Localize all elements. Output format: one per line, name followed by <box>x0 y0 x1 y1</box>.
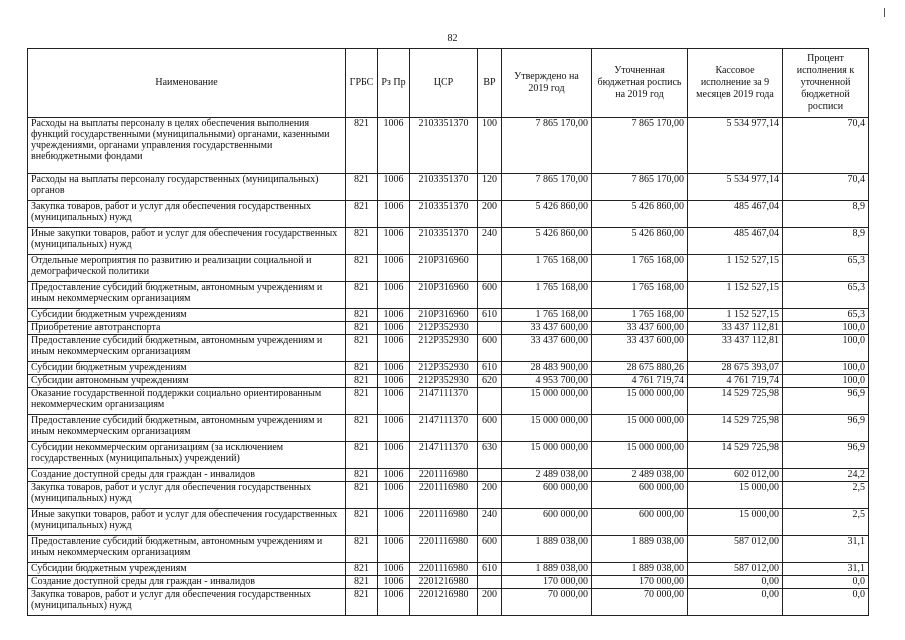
row-approved-cell: 600 000,00 <box>502 509 592 536</box>
header-rzpr: Рз Пр <box>378 49 410 118</box>
row-approved-cell: 70 000,00 <box>502 589 592 616</box>
row-percent-cell: 65,3 <box>783 255 869 282</box>
row-grbs-cell: 821 <box>346 388 378 415</box>
header-name: Наименование <box>28 49 346 118</box>
row-percent-cell: 96,9 <box>783 388 869 415</box>
row-refined-cell: 170 000,00 <box>592 576 688 589</box>
row-refined-cell: 5 426 860,00 <box>592 201 688 228</box>
row-approved-cell: 15 000 000,00 <box>502 415 592 442</box>
table-body <box>28 118 869 616</box>
row-percent-cell: 96,9 <box>783 442 869 469</box>
row-rzpr-cell: 1006 <box>378 442 410 469</box>
row-approved-cell: 15 000 000,00 <box>502 442 592 469</box>
row-name-cell: Закупка товаров, работ и услуг для обеспечения государственных (муниципальных) нужд <box>28 482 346 509</box>
row-csr-cell: 2147111370 <box>410 388 478 415</box>
row-refined-cell: 1 765 168,00 <box>592 309 688 322</box>
row-approved-cell: 7 865 170,00 <box>502 174 592 201</box>
row-csr-cell: 2201216980 <box>410 576 478 589</box>
header-csr: ЦСР <box>410 49 478 118</box>
row-csr-cell: 2103351370 <box>410 228 478 255</box>
row-percent-cell: 100,0 <box>783 362 869 375</box>
row-rzpr-cell: 1006 <box>378 174 410 201</box>
row-grbs-cell: 821 <box>346 482 378 509</box>
row-rzpr-cell: 1006 <box>378 362 410 375</box>
row-vr-cell: 600 <box>478 282 502 309</box>
row-grbs-cell: 821 <box>346 335 378 362</box>
row-name-cell: Предоставление субсидий бюджетным, автономным учреждениям и иным некоммерческим организациям <box>28 282 346 309</box>
row-cash-cell: 14 529 725,98 <box>688 388 783 415</box>
row-csr-cell: 2201116980 <box>410 536 478 563</box>
row-cash-cell: 14 529 725,98 <box>688 442 783 469</box>
row-name-cell: Предоставление субсидий бюджетным, автономным учреждениям и иным некоммерческим организациям <box>28 335 346 362</box>
row-grbs-cell: 821 <box>346 322 378 335</box>
row-grbs-cell: 821 <box>346 536 378 563</box>
row-refined-cell: 33 437 600,00 <box>592 335 688 362</box>
row-csr-cell: 2201116980 <box>410 469 478 482</box>
row-rzpr-cell: 1006 <box>378 576 410 589</box>
row-cash-cell: 485 467,04 <box>688 201 783 228</box>
row-percent-cell: 70,4 <box>783 174 869 201</box>
row-percent-cell: 8,9 <box>783 201 869 228</box>
row-csr-cell: 2147111370 <box>410 415 478 442</box>
row-vr-cell: 200 <box>478 201 502 228</box>
row-rzpr-cell: 1006 <box>378 309 410 322</box>
row-rzpr-cell: 1006 <box>378 415 410 442</box>
row-csr-cell: 210Р316960 <box>410 309 478 322</box>
row-rzpr-cell: 1006 <box>378 482 410 509</box>
row-vr-cell: 610 <box>478 309 502 322</box>
row-grbs-cell: 821 <box>346 309 378 322</box>
row-cash-cell: 0,00 <box>688 589 783 616</box>
row-cash-cell: 1 152 527,15 <box>688 255 783 282</box>
header-grbs: ГРБС <box>346 49 378 118</box>
row-csr-cell: 2201116980 <box>410 563 478 576</box>
row-rzpr-cell: 1006 <box>378 228 410 255</box>
row-name-cell: Оказание государственной поддержки социально ориентированным некоммерческим организациям <box>28 388 346 415</box>
row-refined-cell: 600 000,00 <box>592 482 688 509</box>
row-vr-cell: 600 <box>478 536 502 563</box>
table-row <box>28 228 869 255</box>
row-refined-cell: 70 000,00 <box>592 589 688 616</box>
row-name-cell: Субсидии некоммерческим организациям (за исключением государственных (муниципальных) учреждений) <box>28 442 346 469</box>
row-percent-cell: 24,2 <box>783 469 869 482</box>
table-row <box>28 322 869 335</box>
row-approved-cell: 1 889 038,00 <box>502 563 592 576</box>
row-name-cell: Расходы на выплаты персоналу государственных (муниципальных) органов <box>28 174 346 201</box>
row-rzpr-cell: 1006 <box>378 118 410 174</box>
table-row <box>28 309 869 322</box>
header-approved: Утверждено на 2019 год <box>502 49 592 118</box>
row-vr-cell: 240 <box>478 509 502 536</box>
row-percent-cell: 100,0 <box>783 335 869 362</box>
row-rzpr-cell: 1006 <box>378 589 410 616</box>
row-approved-cell: 28 483 900,00 <box>502 362 592 375</box>
row-name-cell: Субсидии бюджетным учреждениям <box>28 362 346 375</box>
row-csr-cell: 2147111370 <box>410 442 478 469</box>
row-refined-cell: 600 000,00 <box>592 509 688 536</box>
row-name-cell: Отдельные мероприятия по развитию и реализации социальной и демографической политики <box>28 255 346 282</box>
row-vr-cell: 200 <box>478 589 502 616</box>
row-vr-cell: 620 <box>478 375 502 388</box>
row-name-cell: Иные закупки товаров, работ и услуг для обеспечения государственных (муниципальных) нужд <box>28 228 346 255</box>
row-refined-cell: 1 889 038,00 <box>592 563 688 576</box>
row-vr-cell: 610 <box>478 362 502 375</box>
table-row <box>28 482 869 509</box>
row-refined-cell: 1 765 168,00 <box>592 282 688 309</box>
row-name-cell: Субсидии бюджетным учреждениям <box>28 309 346 322</box>
row-cash-cell: 14 529 725,98 <box>688 415 783 442</box>
table-row <box>28 469 869 482</box>
row-vr-cell <box>478 322 502 335</box>
row-name-cell: Иные закупки товаров, работ и услуг для обеспечения государственных (муниципальных) нужд <box>28 509 346 536</box>
row-grbs-cell: 821 <box>346 228 378 255</box>
row-vr-cell: 600 <box>478 335 502 362</box>
row-grbs-cell: 821 <box>346 442 378 469</box>
row-vr-cell <box>478 576 502 589</box>
row-rzpr-cell: 1006 <box>378 388 410 415</box>
row-grbs-cell: 821 <box>346 563 378 576</box>
row-refined-cell: 28 675 880,26 <box>592 362 688 375</box>
row-refined-cell: 15 000 000,00 <box>592 442 688 469</box>
row-name-cell: Расходы на выплаты персоналу в целях обеспечения выполнения функций государственными (муниципальными) органами, казенными учреждениями, органами управления государственными внебюджетными фондами <box>28 118 346 174</box>
row-cash-cell: 1 152 527,15 <box>688 309 783 322</box>
table-row <box>28 576 869 589</box>
table-row <box>28 563 869 576</box>
header-refined: Уточненная бюджетная роспись на 2019 год <box>592 49 688 118</box>
row-csr-cell: 212Р352930 <box>410 375 478 388</box>
row-csr-cell: 2201116980 <box>410 509 478 536</box>
row-refined-cell: 15 000 000,00 <box>592 415 688 442</box>
row-csr-cell: 212Р352930 <box>410 322 478 335</box>
row-rzpr-cell: 1006 <box>378 375 410 388</box>
row-name-cell: Субсидии автономным учреждениям <box>28 375 346 388</box>
row-cash-cell: 33 437 112,81 <box>688 335 783 362</box>
row-cash-cell: 28 675 393,07 <box>688 362 783 375</box>
row-percent-cell: 100,0 <box>783 322 869 335</box>
row-name-cell: Предоставление субсидий бюджетным, автономным учреждениям и иным некоммерческим организациям <box>28 415 346 442</box>
row-grbs-cell: 821 <box>346 201 378 228</box>
row-grbs-cell: 821 <box>346 469 378 482</box>
row-name-cell: Закупка товаров, работ и услуг для обеспечения государственных (муниципальных) нужд <box>28 589 346 616</box>
row-percent-cell: 0,0 <box>783 576 869 589</box>
row-cash-cell: 15 000,00 <box>688 509 783 536</box>
row-rzpr-cell: 1006 <box>378 469 410 482</box>
row-approved-cell: 15 000 000,00 <box>502 388 592 415</box>
row-vr-cell: 600 <box>478 415 502 442</box>
row-vr-cell: 610 <box>478 563 502 576</box>
row-grbs-cell: 821 <box>346 576 378 589</box>
budget-execution-table <box>27 48 869 616</box>
row-approved-cell: 33 437 600,00 <box>502 335 592 362</box>
table-row <box>28 536 869 563</box>
row-approved-cell: 4 953 700,00 <box>502 375 592 388</box>
row-cash-cell: 1 152 527,15 <box>688 282 783 309</box>
row-refined-cell: 1 889 038,00 <box>592 536 688 563</box>
row-csr-cell: 2103351370 <box>410 201 478 228</box>
row-refined-cell: 1 765 168,00 <box>592 255 688 282</box>
row-name-cell: Создание доступной среды для граждан - инвалидов <box>28 576 346 589</box>
row-cash-cell: 5 534 977,14 <box>688 118 783 174</box>
row-approved-cell: 33 437 600,00 <box>502 322 592 335</box>
row-name-cell: Закупка товаров, работ и услуг для обеспечения государственных (муниципальных) нужд <box>28 201 346 228</box>
row-refined-cell: 33 437 600,00 <box>592 322 688 335</box>
row-refined-cell: 7 865 170,00 <box>592 174 688 201</box>
table-row <box>28 362 869 375</box>
row-grbs-cell: 821 <box>346 589 378 616</box>
row-cash-cell: 0,00 <box>688 576 783 589</box>
row-percent-cell: 100,0 <box>783 375 869 388</box>
page-number: 82 <box>447 33 458 44</box>
row-cash-cell: 602 012,00 <box>688 469 783 482</box>
row-vr-cell: 630 <box>478 442 502 469</box>
row-cash-cell: 15 000,00 <box>688 482 783 509</box>
table-row <box>28 255 869 282</box>
row-cash-cell: 33 437 112,81 <box>688 322 783 335</box>
row-percent-cell: 65,3 <box>783 282 869 309</box>
table-row <box>28 375 869 388</box>
row-approved-cell: 5 426 860,00 <box>502 228 592 255</box>
row-csr-cell: 212Р352930 <box>410 362 478 375</box>
row-grbs-cell: 821 <box>346 509 378 536</box>
row-refined-cell: 5 426 860,00 <box>592 228 688 255</box>
row-rzpr-cell: 1006 <box>378 335 410 362</box>
table-row <box>28 509 869 536</box>
row-percent-cell: 96,9 <box>783 415 869 442</box>
row-approved-cell: 600 000,00 <box>502 482 592 509</box>
row-approved-cell: 170 000,00 <box>502 576 592 589</box>
table-row <box>28 282 869 309</box>
row-vr-cell: 120 <box>478 174 502 201</box>
row-vr-cell: 200 <box>478 482 502 509</box>
row-csr-cell: 212Р352930 <box>410 335 478 362</box>
row-name-cell: Создание доступной среды для граждан - инвалидов <box>28 469 346 482</box>
row-cash-cell: 587 012,00 <box>688 563 783 576</box>
header-percent: Процент исполнения к уточненной бюджетной росписи <box>783 49 869 118</box>
table-row <box>28 174 869 201</box>
row-percent-cell: 8,9 <box>783 228 869 255</box>
row-vr-cell: 240 <box>478 228 502 255</box>
row-vr-cell <box>478 388 502 415</box>
table-row <box>28 442 869 469</box>
row-rzpr-cell: 1006 <box>378 201 410 228</box>
row-grbs-cell: 821 <box>346 174 378 201</box>
row-cash-cell: 485 467,04 <box>688 228 783 255</box>
row-grbs-cell: 821 <box>346 415 378 442</box>
row-csr-cell: 2201216980 <box>410 589 478 616</box>
row-approved-cell: 7 865 170,00 <box>502 118 592 174</box>
row-rzpr-cell: 1006 <box>378 536 410 563</box>
row-refined-cell: 2 489 038,00 <box>592 469 688 482</box>
table-row <box>28 118 869 174</box>
row-grbs-cell: 821 <box>346 375 378 388</box>
table-header-row <box>28 49 869 118</box>
table-row <box>28 335 869 362</box>
row-cash-cell: 587 012,00 <box>688 536 783 563</box>
row-percent-cell: 0,0 <box>783 589 869 616</box>
row-refined-cell: 4 761 719,74 <box>592 375 688 388</box>
table-row <box>28 388 869 415</box>
row-cash-cell: 5 534 977,14 <box>688 174 783 201</box>
row-name-cell: Предоставление субсидий бюджетным, автономным учреждениям и иным некоммерческим организациям <box>28 536 346 563</box>
row-csr-cell: 2103351370 <box>410 118 478 174</box>
row-vr-cell <box>478 469 502 482</box>
row-vr-cell <box>478 255 502 282</box>
row-approved-cell: 1 765 168,00 <box>502 282 592 309</box>
row-rzpr-cell: 1006 <box>378 509 410 536</box>
row-csr-cell: 2201116980 <box>410 482 478 509</box>
row-approved-cell: 1 889 038,00 <box>502 536 592 563</box>
table-row <box>28 589 869 616</box>
row-grbs-cell: 821 <box>346 255 378 282</box>
row-grbs-cell: 821 <box>346 118 378 174</box>
row-approved-cell: 5 426 860,00 <box>502 201 592 228</box>
row-rzpr-cell: 1006 <box>378 255 410 282</box>
table-row <box>28 415 869 442</box>
row-name-cell: Субсидии бюджетным учреждениям <box>28 563 346 576</box>
row-refined-cell: 7 865 170,00 <box>592 118 688 174</box>
row-percent-cell: 70,4 <box>783 118 869 174</box>
row-approved-cell: 2 489 038,00 <box>502 469 592 482</box>
row-name-cell: Приобретение автотранспорта <box>28 322 346 335</box>
scan-edge-mark <box>884 8 885 17</box>
row-percent-cell: 31,1 <box>783 536 869 563</box>
header-cash: Кассовое исполнение за 9 месяцев 2019 года <box>688 49 783 118</box>
row-percent-cell: 65,3 <box>783 309 869 322</box>
row-grbs-cell: 821 <box>346 282 378 309</box>
table-row <box>28 201 869 228</box>
row-approved-cell: 1 765 168,00 <box>502 255 592 282</box>
row-cash-cell: 4 761 719,74 <box>688 375 783 388</box>
row-csr-cell: 210Р316960 <box>410 282 478 309</box>
row-percent-cell: 31,1 <box>783 563 869 576</box>
row-rzpr-cell: 1006 <box>378 322 410 335</box>
row-percent-cell: 2,5 <box>783 482 869 509</box>
row-percent-cell: 2,5 <box>783 509 869 536</box>
row-refined-cell: 15 000 000,00 <box>592 388 688 415</box>
row-grbs-cell: 821 <box>346 362 378 375</box>
row-rzpr-cell: 1006 <box>378 563 410 576</box>
row-rzpr-cell: 1006 <box>378 282 410 309</box>
header-vr: ВР <box>478 49 502 118</box>
row-csr-cell: 210Р316960 <box>410 255 478 282</box>
row-vr-cell: 100 <box>478 118 502 174</box>
row-csr-cell: 2103351370 <box>410 174 478 201</box>
row-approved-cell: 1 765 168,00 <box>502 309 592 322</box>
